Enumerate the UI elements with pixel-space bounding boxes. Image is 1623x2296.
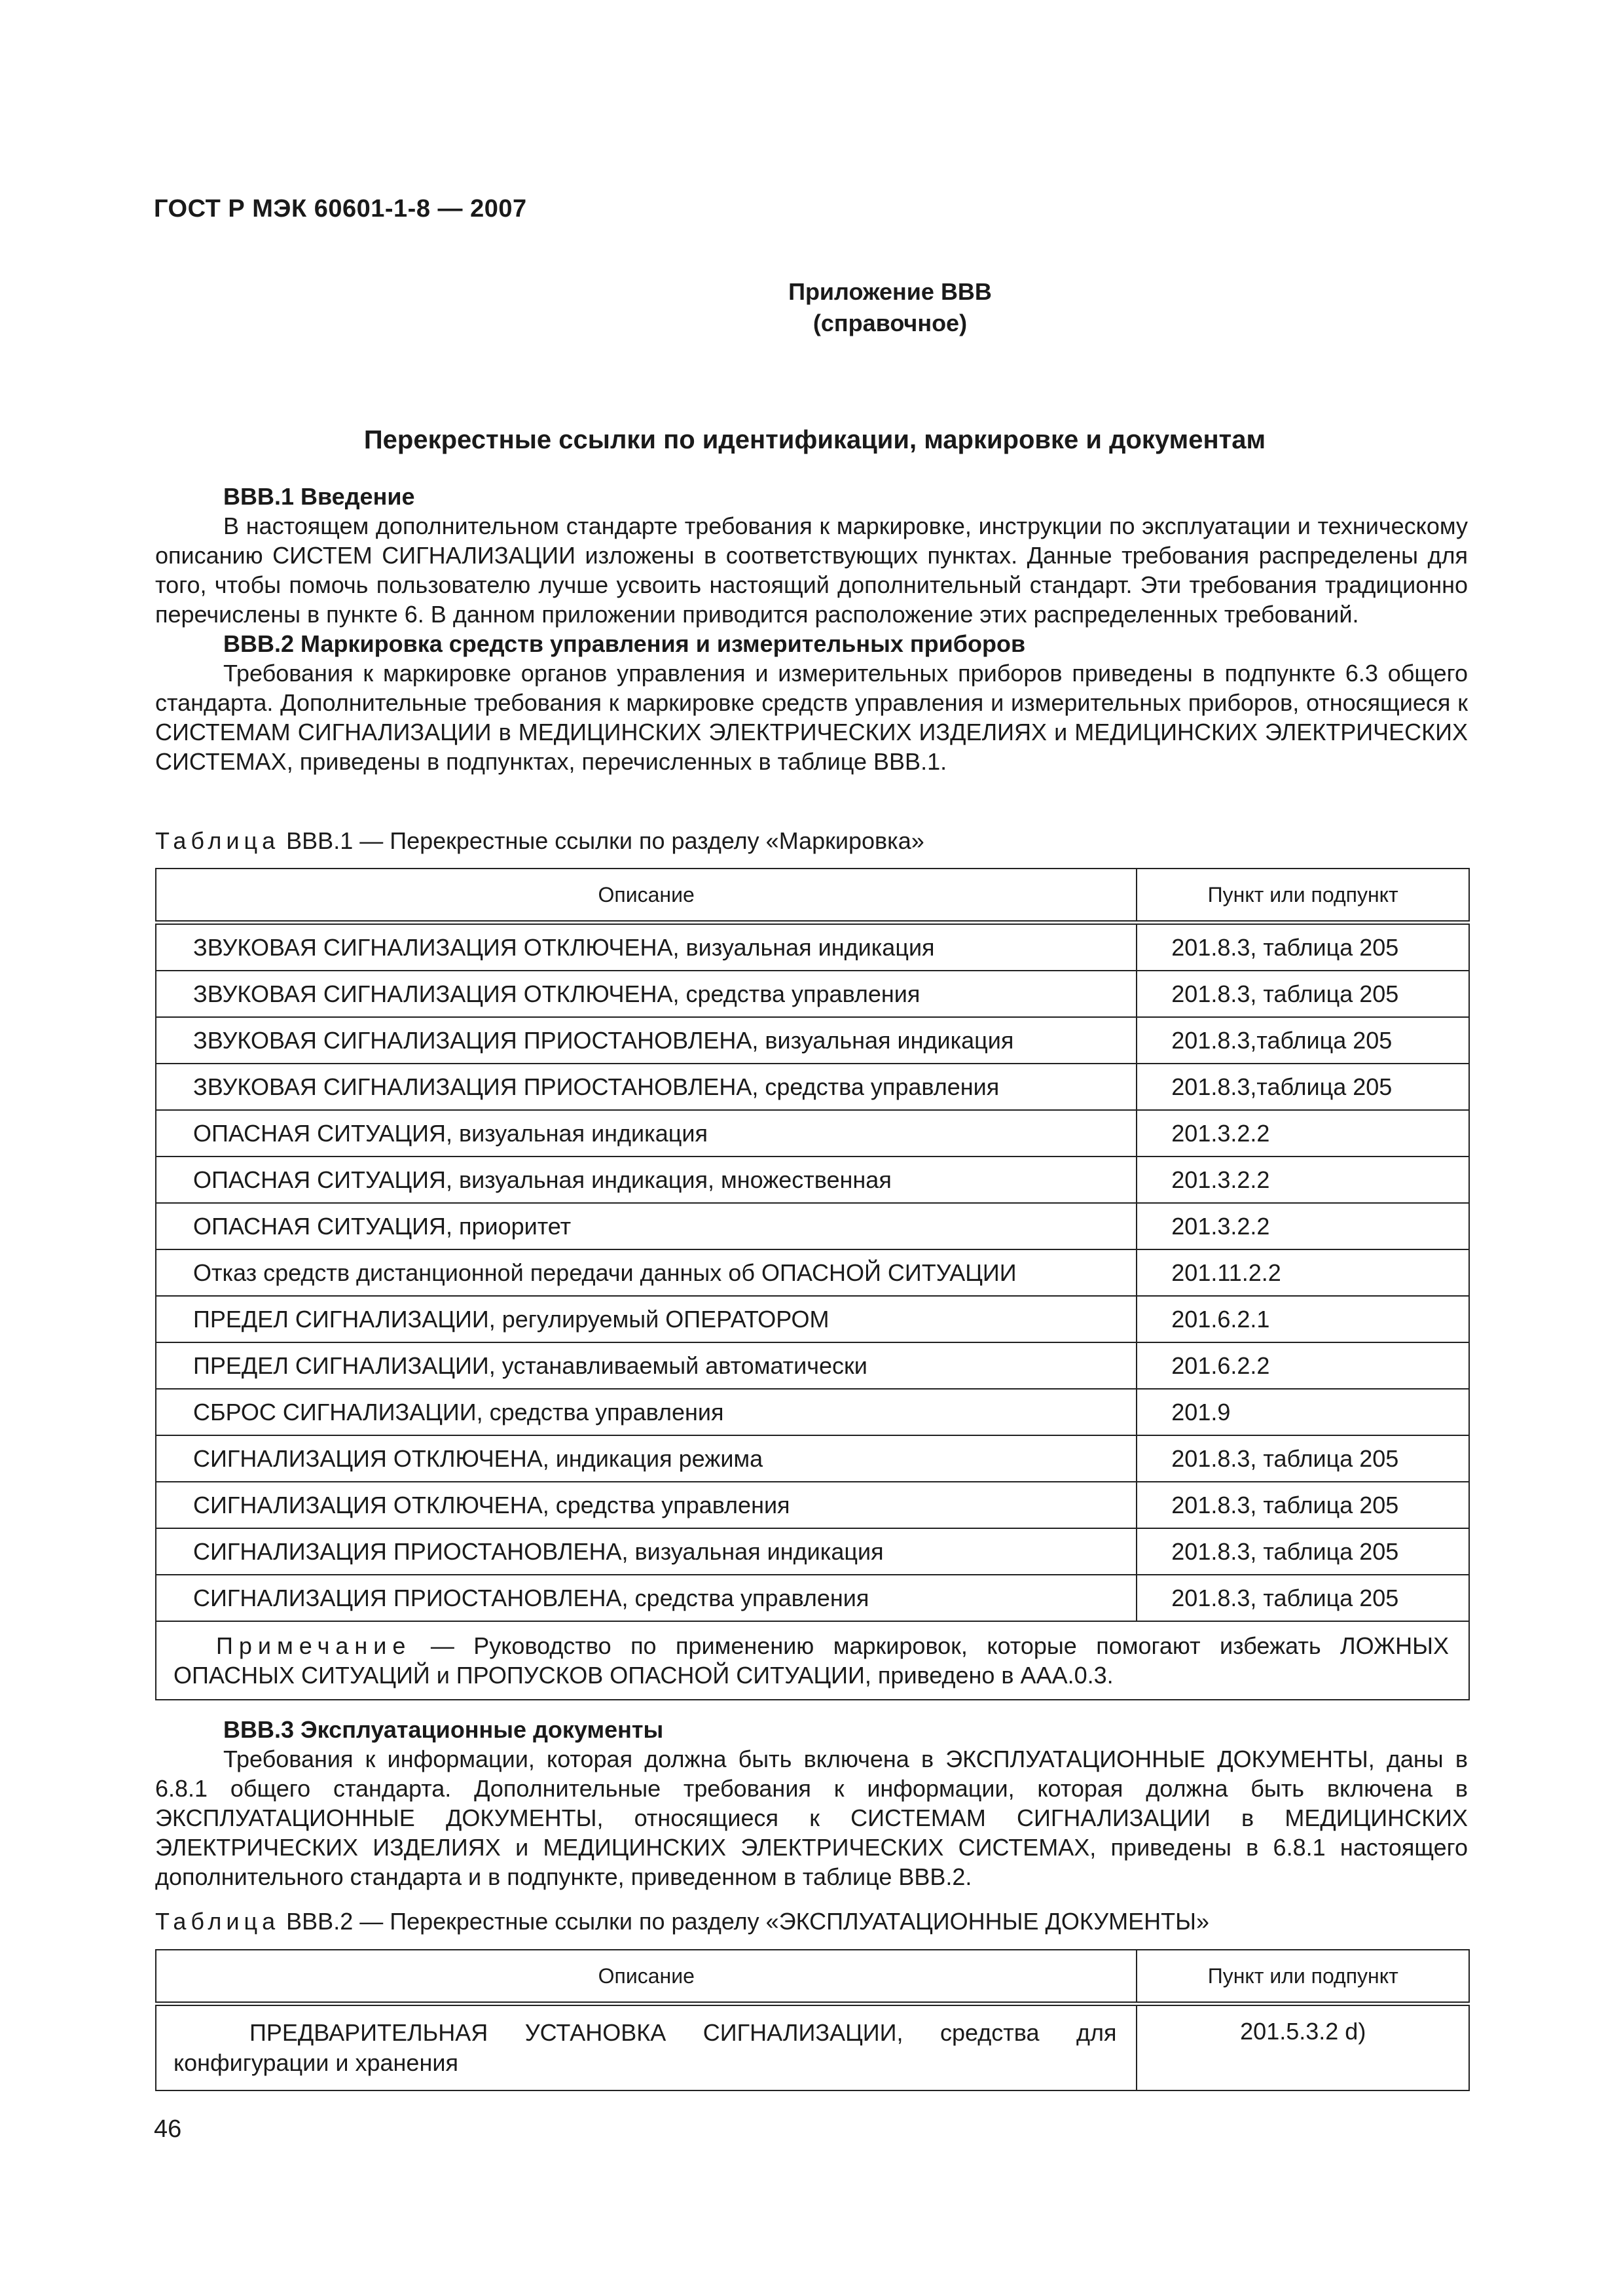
table-cell-description: ОПАСНАЯ СИТУАЦИЯ, визуальная индикация, множественная [156,1157,1137,1203]
section-3 [155,1715,1468,1892]
table-row [156,1575,1469,1621]
table-row [156,1249,1469,1296]
table-cell-reference: 201.8.3, таблица 205 [1137,923,1469,971]
table-row [156,1528,1469,1575]
main-title-text: Перекрестные ссылки по идентификации, маркировке и документам [363,425,1266,454]
table-row [156,2004,1469,2091]
table-cell-description: СИГНАЛИЗАЦИЯ ПРИОСТАНОВЛЕНА, средства управления [156,1575,1137,1621]
main-title [0,425,1623,455]
table-2-caption-text: ВВВ.2 — Перекрестные ссылки по разделу «ЭКСПЛУАТАЦИОННЫЕ ДОКУМЕНТЫ» [280,1908,1209,1935]
table-cell-description: ОПАСНАЯ СИТУАЦИЯ, визуальная индикация [156,1110,1137,1157]
table-row [156,1017,1469,1064]
table-cell-description: ОПАСНАЯ СИТУАЦИЯ, приоритет [156,1203,1137,1249]
table-cell-description [156,2004,1137,2091]
table-2-body [156,2004,1469,2091]
table-1-body [156,923,1469,1622]
table-cell-description: ПРЕДЕЛ СИГНАЛИЗАЦИИ, регулируемый ОПЕРАТОРОМ [156,1296,1137,1342]
note-lead: Примечание [216,1632,412,1659]
table-cell-description: СИГНАЛИЗАЦИЯ ПРИОСТАНОВЛЕНА, визуальная индикация [156,1528,1137,1575]
table-row [156,1296,1469,1342]
table-cell-description: ПРЕДЕЛ СИГНАЛИЗАЦИИ, устанавливаемый автоматически [156,1342,1137,1389]
table-cell-description: ЗВУКОВАЯ СИГНАЛИЗАЦИЯ ОТКЛЮЧЕНА, визуальная индикация [156,923,1137,971]
table-cell-reference: 201.9 [1137,1389,1469,1435]
note-text: — Руководство по применению маркировок, которые помогают избежать ЛОЖНЫХ ОПАСНЫХ СИТУАЦИЙ и ПРОПУСКОВ ОПАСНОЙ СИТУАЦИИ, приведено в ААА.0.3. [173,1632,1449,1689]
table-cell-description: ЗВУКОВАЯ СИГНАЛИЗАЦИЯ ОТКЛЮЧЕНА, средства управления [156,971,1137,1017]
table-1-note [156,1621,1469,1700]
table-row [156,1435,1469,1482]
table-cell-reference: 201.3.2.2 [1137,1203,1469,1249]
table-1-col-reference: Пункт или подпункт [1137,869,1469,923]
table-cell-reference: 201.6.2.2 [1137,1342,1469,1389]
section-1-text: В настоящем дополнительном стандарте требования к маркировке, инструкции по эксплуатации и техническому описанию СИСТЕМ СИГНАЛИЗАЦИИ изложены в соответствующих пунктах. Данные требования распределены для того, чтобы помочь пользователю лучше усвоить настоящий дополнительный стандарт. Эти требования традиционно перечислены в пункте 6. В данном приложении приводится расположение этих распределенных требований. [155,512,1468,628]
sections-1-2 [155,482,1468,776]
table-cell-reference: 201.3.2.2 [1137,1110,1469,1157]
annex-heading [0,276,1623,339]
table-cell-reference: 201.3.2.2 [1137,1157,1469,1203]
annex-status: (справочное) [812,310,968,336]
table-1-header-row [156,869,1469,923]
table-2-col-description: Описание [156,1950,1137,2004]
table-2-header-row [156,1950,1469,2004]
table-row [156,923,1469,971]
table-row [156,1482,1469,1528]
table-cell-description: СБРОС СИГНАЛИЗАЦИИ, средства управления [156,1389,1137,1435]
table-1-caption-lead: Таблица [155,827,280,854]
table-row [156,1064,1469,1110]
table-2-caption [155,1907,1209,1936]
table-1 [155,868,1470,1700]
table-row [156,1110,1469,1157]
table-cell-description: ЗВУКОВАЯ СИГНАЛИЗАЦИЯ ПРИОСТАНОВЛЕНА, средства управления [156,1064,1137,1110]
table-cell-description: Отказ средств дистанционной передачи данных об ОПАСНОЙ СИТУАЦИИ [156,1249,1137,1296]
table-row [156,1389,1469,1435]
table-2-caption-lead: Таблица [155,1908,280,1935]
table-1-caption-text: ВВВ.1 — Перекрестные ссылки по разделу «Маркировка» [280,827,924,854]
section-2-text: Требования к маркировке органов управления и измерительных приборов приведены в подпункте 6.3 общего стандарта. Дополнительные требования к маркировке средств управления и измерительных приборов, относящиеся к СИСТЕМАМ СИГНАЛИЗАЦИИ в МЕДИЦИНСКИХ ЭЛЕКТРИЧЕСКИХ ИЗДЕЛИЯХ и МЕДИЦИНСКИХ ЭЛЕКТРИЧЕСКИХ СИСТЕМАХ, приведены в подпунктах, перечисленных в таблице ВВВ.1. [155,660,1468,775]
table-cell-reference: 201.6.2.1 [1137,1296,1469,1342]
table-cell-description: СИГНАЛИЗАЦИЯ ОТКЛЮЧЕНА, индикация режима [156,1435,1137,1482]
section-3-heading: ВВВ.3 Эксплуатационные документы [223,1716,664,1743]
table-cell-reference: 201.8.3, таблица 205 [1137,971,1469,1017]
section-1-heading: ВВВ.1 Введение [223,483,415,510]
table-1-caption [155,826,924,855]
section-2-heading: ВВВ.2 Маркировка средств управления и измерительных приборов [223,630,1026,657]
table-row [156,971,1469,1017]
table-cell-reference: 201.8.3, таблица 205 [1137,1435,1469,1482]
standard-code: ГОСТ Р МЭК 60601-1-8 — 2007 [154,195,527,223]
table-cell-description-text: ПРЕДВАРИТЕЛЬНАЯ УСТАНОВКА СИГНАЛИЗАЦИИ, средства для конфигурации и хранения [173,2019,1117,2076]
table-cell-description: СИГНАЛИЗАЦИЯ ОТКЛЮЧЕНА, средства управления [156,1482,1137,1528]
table-cell-reference: 201.8.3,таблица 205 [1137,1017,1469,1064]
page-number: 46 [154,2115,182,2143]
table-cell-description: ЗВУКОВАЯ СИГНАЛИЗАЦИЯ ПРИОСТАНОВЛЕНА, визуальная индикация [156,1017,1137,1064]
table-row [156,1342,1469,1389]
table-2 [155,1949,1470,2091]
table-1-col-description: Описание [156,869,1137,923]
table-2-col-reference: Пункт или подпункт [1137,1950,1469,2004]
section-3-text: Требования к информации, которая должна быть включена в ЭКСПЛУАТАЦИОННЫЕ ДОКУМЕНТЫ, даны в 6.8.1 общего стандарта. Дополнительные требования к информации, которая должна быть включена в ЭКСПЛУАТАЦИОННЫЕ ДОКУМЕНТЫ, относящиеся к СИСТЕМАМ СИГНАЛИЗАЦИИ в МЕДИЦИНСКИХ ЭЛЕКТРИЧЕСКИХ ИЗДЕЛИЯХ и МЕДИЦИНСКИХ ЭЛЕКТРИЧЕСКИХ СИСТЕМАХ, приведены в 6.8.1 настоящего дополнительного стандарта и в подпункте, приведенном в таблице ВВВ.2. [155,1746,1468,1890]
table-cell-reference: 201.8.3,таблица 205 [1137,1064,1469,1110]
table-cell-reference: 201.8.3, таблица 205 [1137,1482,1469,1528]
table-cell-reference: 201.8.3, таблица 205 [1137,1575,1469,1621]
table-cell-reference: 201.8.3, таблица 205 [1137,1528,1469,1575]
annex-title: Приложение ВВВ [788,278,992,305]
table-row [156,1157,1469,1203]
table-cell-reference: 201.11.2.2 [1137,1249,1469,1296]
table-row [156,1203,1469,1249]
table-1-note-row [156,1621,1469,1700]
table-cell-reference: 201.5.3.2 d) [1137,2004,1469,2091]
